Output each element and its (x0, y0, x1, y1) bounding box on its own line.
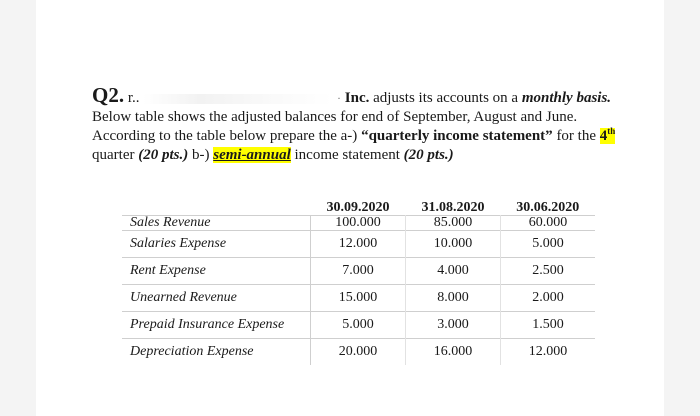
part-b-label: b-) (188, 147, 214, 163)
company-mark: · (337, 91, 342, 105)
row-value: 16.000 (406, 339, 501, 366)
row-value: 1.500 (501, 312, 596, 339)
inc-label: Inc. (344, 90, 370, 106)
row-value: 20.000 (311, 339, 406, 366)
row-value: 8.000 (406, 285, 501, 312)
header-date-jun: 30.06.2020 (516, 200, 580, 215)
header-row (122, 201, 595, 216)
row-value: 5.000 (501, 231, 596, 258)
row-value: 3.000 (406, 312, 501, 339)
table-row (122, 312, 595, 339)
row-value: 85.000 (406, 216, 501, 231)
table-row (122, 216, 595, 231)
table-row (122, 339, 595, 366)
question-number: Q2. (92, 83, 125, 107)
row-value: 5.000 (311, 312, 406, 339)
table-row (122, 231, 595, 258)
points-a: (20 pts.) (138, 147, 189, 163)
row-label: Sales Revenue (122, 216, 311, 231)
row-value: 2.500 (501, 258, 596, 285)
row-label: Rent Expense (122, 258, 311, 285)
income-statement-text: income statement (290, 147, 404, 163)
redacted-company-name (143, 94, 333, 104)
table-row (122, 285, 595, 312)
header-date-sep: 30.09.2020 (326, 200, 390, 215)
table-row (122, 258, 595, 285)
row-label: Prepaid Insurance Expense (122, 312, 311, 339)
row-value: 15.000 (311, 285, 406, 312)
intro-text: adjusts its accounts on a (369, 90, 522, 106)
quarter-text: quarter (92, 147, 139, 163)
fourth-number: 4 (599, 128, 608, 144)
row-label: Salaries Expense (122, 231, 311, 258)
header-blank (122, 201, 311, 216)
row-label: Unearned Revenue (122, 285, 311, 312)
row-value: 100.000 (311, 216, 406, 231)
fourth-quarter-highlight (600, 128, 616, 144)
header-date-aug: 31.08.2020 (421, 200, 485, 215)
row-value: 12.000 (311, 231, 406, 258)
quarterly-statement-text: “quarterly income statement” (361, 128, 553, 144)
row-value: 4.000 (406, 258, 501, 285)
balances-table (122, 201, 595, 365)
company-name-fragment: r.. (127, 90, 140, 106)
row-value: 10.000 (406, 231, 501, 258)
th-superscript: th (607, 126, 616, 136)
semi-annual-highlight: semi-annual (213, 147, 291, 163)
points-b: (20 pts.) (403, 147, 454, 163)
row-label: Depreciation Expense (122, 339, 311, 366)
row-value: 7.000 (311, 258, 406, 285)
question-text (92, 83, 622, 165)
basis-text: basis. (576, 90, 612, 106)
instruction-text: Below table shows the adjusted balances for end of September, August and June. According to the table below prepare the a-) (92, 109, 578, 144)
for-the-text: for the (552, 128, 600, 144)
monthly-text: monthly (521, 90, 573, 106)
row-value: 2.000 (501, 285, 596, 312)
row-value: 12.000 (501, 339, 596, 366)
row-value: 60.000 (501, 216, 596, 231)
